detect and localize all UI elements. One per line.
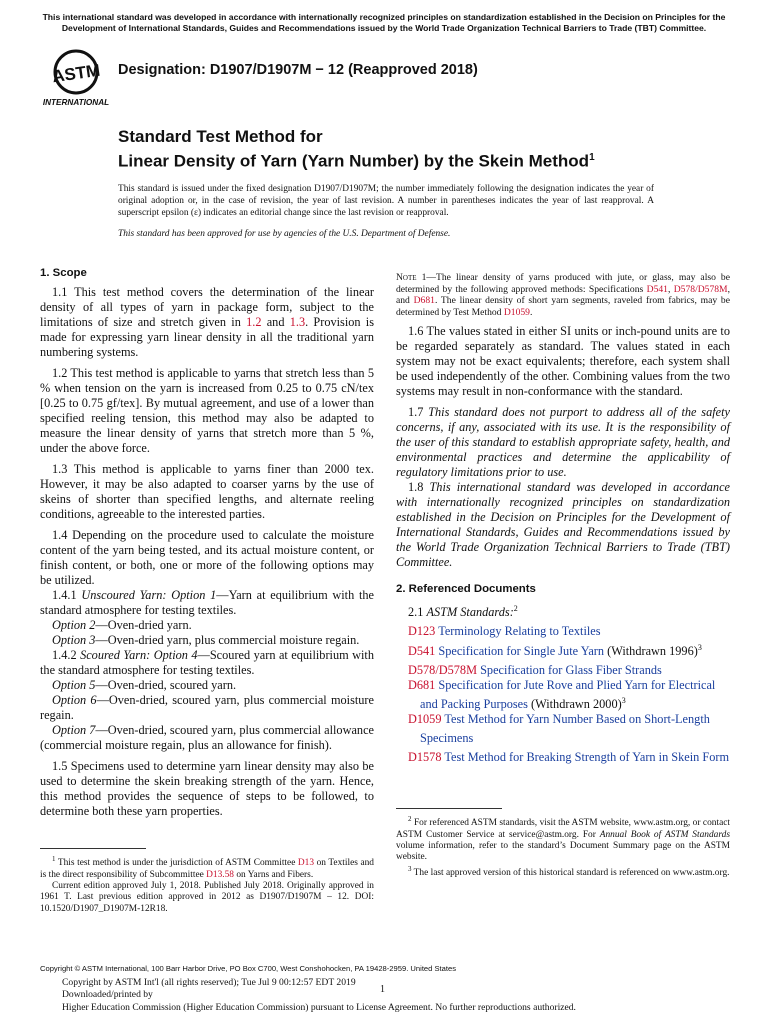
para-1-1-and: and [261,315,290,329]
reference-item[interactable] [396,712,730,746]
reference-code[interactable]: D123 [408,624,436,639]
reference-status: (Withdrawn 2000) [527,696,622,711]
section-2-heading: 2. Referenced Documents [396,583,536,596]
astm-standards-fnref: 2 [513,604,518,614]
footnote-3-text: The last approved version of this historical standard is referenced on www.astm.org. [411,867,730,878]
reference-code[interactable]: D578/D578M [408,662,478,677]
para-1-4-1-title: Unscoured Yarn: Option 1 [81,588,217,602]
link-1-2[interactable]: 1.2 [246,315,262,329]
link-d681[interactable]: D681 [413,295,435,307]
section-1-heading: 1. Scope [40,267,87,279]
reference-item[interactable] [396,640,730,659]
reference-title[interactable]: Terminology Relating to Textiles [438,624,601,639]
footnote-2 [396,814,730,864]
license-line-2: Downloaded/printed by [62,989,153,1001]
option-3 [40,633,374,648]
title-line-1: Standard Test Method for [118,127,323,146]
note-1-label: Note 1 [396,272,427,283]
option-5-label: Option 5 [52,678,96,692]
tbt-notice: This international standard was developed in accordance with internationally recognized principles on standardization established in the Decision on Principles for the Development of International Standards, Guides and Recommendations issued by the World Trade Organization Technical Barriers to Trade (TBT) Committee. [42,12,726,33]
note-1-end: . [529,306,533,318]
para-1-8-text: This international standard was developed in accordance with internationally recognized principles on standardization established in the Decision on Principles for the Development of International Standards, Guides and Recommendations issued by the World Trade Organization Technical Barriers to Trade (TBT) Committee. [396,480,730,570]
footnote-1-text-3: on Yarns and Fibers. [234,869,314,880]
para-1-4-2-title: Scoured Yarn: Option 4 [80,648,198,662]
reference-code[interactable]: D681 [408,677,436,692]
footnote-1-text: This test method is under the jurisdiction of ASTM Committee [55,858,298,869]
option-7-label: Option 7 [52,723,96,737]
designation: Designation: D1907/D1907M − 12 (Reapproved 2018) [118,62,478,78]
para-1-1-rest: . Provision is made for expressing yarn linear density in all the traditional yarn numbering systems. [40,315,375,359]
reference-list [396,620,730,765]
license-line-3: Higher Education Commission (Higher Education Commission) pursuant to License Agreement. No further reproductions authorized. [62,1001,576,1013]
option-2-label: Option 2 [52,618,96,632]
issuance-statement: This standard is issued under the fixed designation D1907/D1907M; the number immediately following the designation indicates the year of original adoption or, in the case of revision, the year of last revision. A number in parentheses indicates the year of last reapproval. A superscript epsilon (ε) indicates an editorial change since the last revision or reapproval. [118,184,654,218]
footnote-1-para [40,854,374,881]
reference-item[interactable] [396,659,730,678]
reference-code[interactable]: D541 [408,643,436,658]
reference-status: (Withdrawn 1996) [604,643,698,658]
option-7 [40,723,374,753]
para-1-4: 1.4 Depending on the procedure used to calculate the moisture content of the yarn being tested, and its actual moisture content, or finish content, or both, one or more of the following options may be utilized. [40,528,374,587]
footnote-1-marker: 1 [52,855,56,863]
reference-item[interactable] [396,678,730,712]
license-footer [62,977,576,1014]
link-d13-58[interactable]: D13.58 [206,869,234,880]
reference-title[interactable]: Test Method for Yarn Number Based on Short-Length Specimens [420,711,710,745]
para-1-7-text: This standard does not purport to address all of the safety concerns, if any, associated with its use. It is the responsibility of the user of this standard to establish appropriate safety, health, and environmental practices and determine the applicability of regulatory limitations prior to use. [396,405,730,480]
astm-standards-title: ASTM Standards: [426,605,514,620]
title-line-2 [118,147,718,172]
link-d13[interactable]: D13 [297,858,315,869]
para-1-1-text: 1.1 This test method covers the determination of the linear density of all types of yarn in package form, subject to the limitations of size and stretch given in [40,285,374,329]
astm-logo [40,46,112,108]
document-title [118,126,718,172]
option-7-text: —Oven-dried, scoured yarn, plus commercial allowance (commercial moisture regain, plus an allowance for finish). [40,723,374,752]
footnote-rule-left [40,848,146,849]
license-line-1: Copyright by ASTM Int'l (all rights reserved); Tue Jul 9 00:12:57 EDT 2019 [62,977,356,988]
reference-title[interactable]: Test Method for Breaking Strength of Yarn in Skein Form [444,750,730,765]
right-column [396,266,730,765]
left-column [40,266,374,819]
reference-fnref: 3 [621,695,626,705]
astm-standards-label [396,601,730,620]
option-6-text: —Oven-dried, scoured yarn, plus commercial moisture regain. [40,693,374,722]
para-1-5: 1.5 Specimens used to determine yarn linear density may also be used to determine the skein breaking strength of the yarn. Hence, this method provides the sequence of steps to be followed, to determine both these yarn properties. [40,759,374,818]
option-2-text: —Oven-dried yarn. [95,618,192,632]
option-3-label: Option 3 [52,633,96,647]
option-6-label: Option 6 [52,693,97,707]
dod-approval: This standard has been approved for use by agencies of the U.S. Department of Defense. [118,229,451,239]
footnote-3 [396,864,730,880]
astm-standards-num: 2.1 [408,605,427,620]
copyright-line: Copyright © ASTM International, 100 Barr Harbor Drive, PO Box C700, West Conshohocken, PA 19428-2959. United States [40,964,457,973]
page-number: 1 [380,984,385,995]
para-1-4-1-text: —Yarn at equilibrium with the standard atmosphere for testing textiles. [40,588,375,617]
para-1-4-1-num: 1.4.1 [52,588,82,602]
reference-title[interactable]: Specification for Glass Fiber Strands [480,662,662,677]
svg-text:ASTM: ASTM [51,60,102,87]
svg-text:INTERNATIONAL: INTERNATIONAL [42,98,110,107]
reference-title[interactable]: Specification for Single Jute Yarn [438,643,605,658]
option-5-text: —Oven-dried, scoured yarn. [95,678,237,692]
para-1-7-num: 1.7 [408,405,429,420]
para-1-3: 1.3 This method is applicable to yarns finer than 2000 tex. However, it may be also adapted to coarser yarns by the use of skeins of shorter than specified lengths, and alternate reeling conditions, agreeable to the interested parties. [40,462,374,521]
footnote-1-edition: Current edition approved July 1, 2018. Published July 2018. Originally approved in 1961 T. Last previous edition approved in 2012 as D1907/D1907M – 12. DOI: 10.1520/D1907_D1907M-12R18. [40,880,374,914]
footnote-rule-right [396,808,502,809]
link-d1059[interactable]: D1059 [503,306,530,318]
para-1-1 [40,285,374,360]
link-d578[interactable]: D578/D578M [673,283,728,295]
link-d541[interactable]: D541 [646,283,668,295]
note-1 [396,272,730,318]
option-5 [40,678,374,693]
reference-code[interactable]: D1059 [408,711,442,726]
footnote-1 [40,854,374,915]
reference-fnref: 3 [697,642,702,652]
note-1-text: —The linear density of yarns produced with jute, or glass, may also be determined by the following approved methods: Specifications [396,272,730,295]
title-line-2-text: Linear Density of Yarn (Yarn Number) by the Skein Method [118,151,590,171]
reference-item[interactable] [396,746,730,765]
para-1-2: 1.2 This test method is applicable to yarns that stretch less than 5 % when tension on the yarn is increased from 0.25 to 0.75 cN/tex [0.25 to 0.75 gf/tex]. By mutual agreement, and use of a lower than specified reeling tension, this method may also be adapted to measure the linear density of yarns that stretch more than 5 %, under the above force. [40,366,374,455]
footnote-2-text-2: volume information, refer to the standard’s Document Summary page on the ASTM website. [396,840,730,863]
para-1-8-num: 1.8 [408,480,430,495]
option-2 [40,618,374,633]
reference-title[interactable]: Specification for Jute Rove and Plied Yarn for Electrical and Packing Purposes [420,677,716,711]
link-1-3[interactable]: 1.3 [289,315,306,329]
footnotes-2-3 [396,814,730,879]
para-1-4-2-num: 1.4.2 [52,648,81,662]
para-1-4-2 [40,648,374,678]
footnote-2-text: For referenced ASTM standards, visit the ASTM website, www.astm.org, or contact ASTM Customer Service at service@astm.org. For [396,818,730,840]
para-1-4-2-text: —Scoured yarn at equilibrium with the standard atmosphere for testing textiles. [40,648,375,677]
footnote-2-marker: 2 [408,815,412,823]
para-1-8 [396,480,730,570]
astm-logo-mark [40,46,112,108]
title-footnote-ref: 1 [589,152,595,163]
reference-code[interactable]: D1578 [408,750,442,765]
para-1-7 [396,405,730,480]
note-1-sep-1: , [667,283,674,295]
option-3-text: —Oven-dried yarn, plus commercial moisture regain. [95,633,360,647]
para-1-4-1 [40,588,374,618]
para-1-6: 1.6 The values stated in either SI units or inch-pound units are to be regarded separately as standard. The values stated in each system may not be exact equivalents; therefore, each system shall be used independently of the other. Combining values from the two systems may result in non-conformance with the standard. [396,324,730,399]
footnote-3-marker: 3 [408,864,412,873]
footnote-2-book-title: Annual Book of ASTM Standards [599,829,730,840]
footnote-1-text-2: on Textiles and is the direct responsibility of Subcommittee [40,858,374,880]
note-1-text-2: . The linear density of short yarn segments, raveled from fabrics, may be determined by Test Method [396,295,730,318]
reference-item[interactable] [396,620,730,639]
note-1-sep-2: , and [396,283,730,307]
option-6 [40,693,374,723]
